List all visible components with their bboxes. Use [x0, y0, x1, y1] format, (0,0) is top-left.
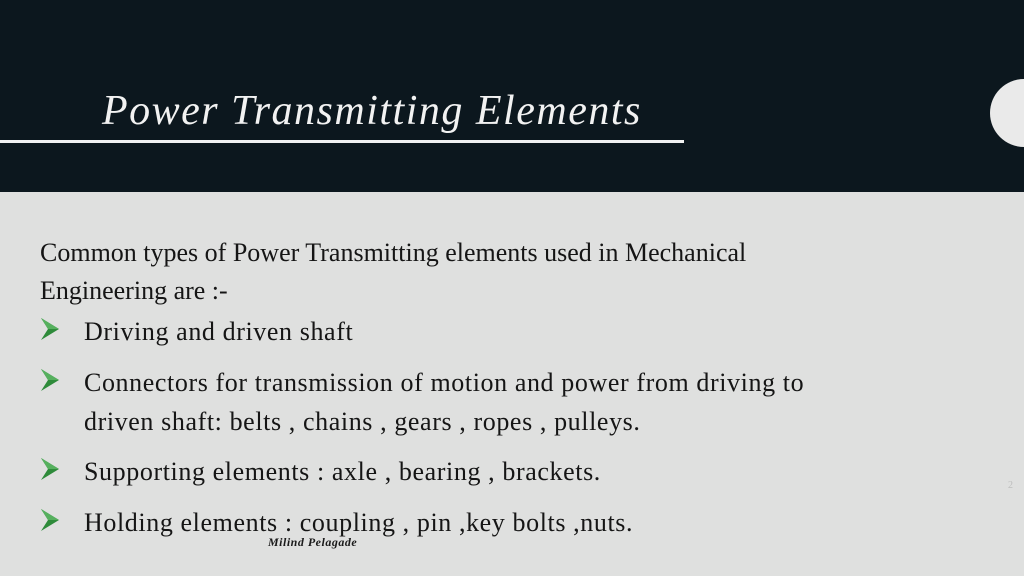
bullet-text: Driving and driven shaft	[84, 317, 354, 346]
bullet-text: Connectors for transmission of motion and power from driving to	[84, 368, 805, 397]
intro-paragraph	[40, 234, 920, 310]
title-banner	[0, 0, 1024, 192]
arrow-bullet-icon	[40, 317, 60, 341]
bullet-text-continued: driven shaft: belts , chains , gears , ropes , pulleys.	[84, 407, 641, 436]
slide-number: 2	[1008, 480, 1013, 491]
slide-title: Power Transmitting Elements	[102, 88, 642, 134]
bullet-text: Supporting elements : axle , bearing , brackets.	[84, 457, 601, 486]
intro-line-2: Engineering are :-	[40, 276, 228, 305]
arrow-bullet-icon	[40, 508, 60, 532]
arrow-bullet-icon	[40, 457, 60, 481]
arrow-bullet-icon	[40, 368, 60, 392]
author-credit: Milind Pelagade	[268, 535, 358, 549]
bullet-text: Holding elements : coupling , pin ,key bolts ,nuts.	[84, 508, 634, 537]
intro-line-1: Common types of Power Transmitting elements used in Mechanical	[40, 238, 747, 267]
decorative-circle	[990, 79, 1024, 147]
title-underline	[0, 140, 684, 143]
